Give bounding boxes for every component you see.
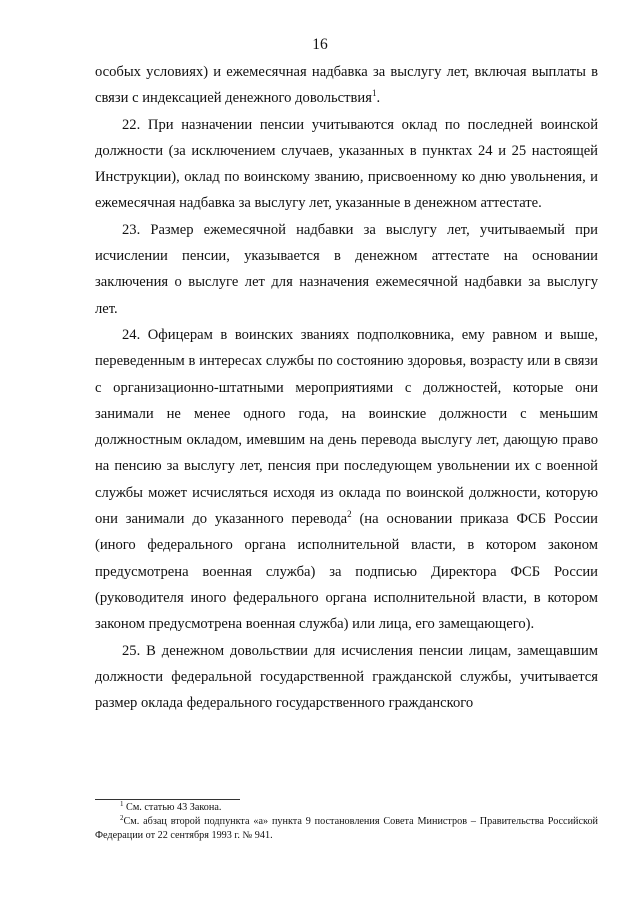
footnote-text: См. статью 43 Закона. (126, 802, 222, 813)
document-body (95, 59, 598, 716)
paragraph-24 (95, 322, 598, 638)
paragraph-text: 24. Офицерам в воинских званиях подполковника, ему равном и выше, переведенным в интересах службы по состоянию здоровья, возрасту или в связи с организационно-штатными мероприятиями с должностей, которые они занимали не менее одного года, на воинские должности с меньшим должностным окладом, имевшим на день перевода выслугу лет, дающую право на пенсию за выслугу лет, пенсия при последующем увольнении их с военной службы может исчисляться исходя из оклада по воинской должности, которую они занимали до указанного перевода (95, 326, 598, 528)
paragraph-text-continued: (на основании приказа ФСБ России (иного федерального органа исполнительной власти, в котором законом предусмотрена военная служба) за подписью Директора ФСБ России (руководителя иного федерального органа исполнительной власти, в котором законом предусмотрена военная служба) или лица, его замещающего). (95, 511, 598, 633)
paragraph-22: 22. При назначении пенсии учитываются оклад по последней воинской должности (за исключением случаев, указанных в пунктах 24 и 25 настоящей Инструкции), оклад по воинскому званию, присвоенному ко дню увольнения, и ежемесячная надбавка за выслугу лет, указанные в денежном аттестате. (95, 116, 598, 212)
paragraph-23: 23. Размер ежемесячной надбавки за выслугу лет, учитываемый при исчислении пенсии, указывается в денежном аттестате на основании заключения о выслуге лет для назначения ежемесячной надбавки за выслугу лет. (95, 221, 598, 317)
footnote-2 (95, 815, 598, 843)
footnote-text: См. абзац второй подпункта «а» пункта 9 постановления Совета Министров – Правительства Российской Федерации от 22 сентября 1993 г. № 941. (95, 816, 598, 841)
paragraph-25: 25. В денежном довольствии для исчисления пенсии лицам, замещавшим должности федеральной государственной гражданской службы, учитывается размер оклада федерального государственного гражданского (95, 642, 598, 712)
footnote-ref: 2 (347, 509, 352, 520)
paragraph-continuation (95, 59, 598, 112)
footnote-mark: 2 (120, 814, 124, 822)
page-number: 16 (312, 36, 328, 53)
footnote-mark: 1 (120, 800, 124, 808)
footnote-ref: 1 (371, 88, 377, 99)
paragraph-text: особых условиях) и ежемесячная надбавка за выслугу лет, включая выплаты в связи с индексацией денежного довольствия (95, 64, 598, 107)
footnote-1 (95, 801, 598, 815)
footnote-divider (95, 799, 240, 800)
footnotes (95, 799, 598, 843)
paragraph-tail: . (376, 90, 381, 107)
